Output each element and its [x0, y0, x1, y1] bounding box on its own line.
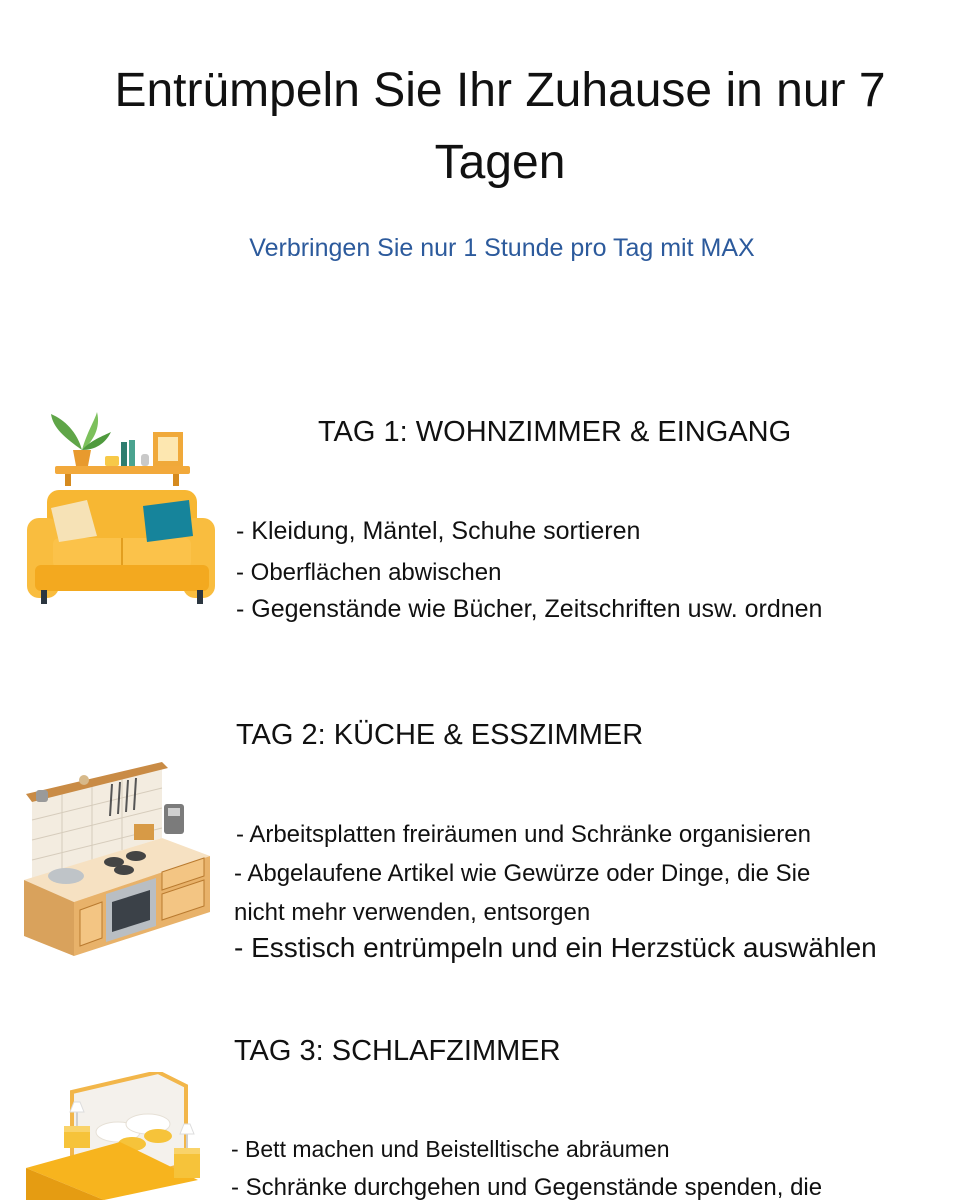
day-2-heading: TAG 2: KÜCHE & ESSZIMMER	[236, 719, 644, 751]
page-title: Entrümpeln Sie Ihr Zuhause in nur 7 Tagen	[114, 64, 886, 189]
day-3-item: - Bett machen und Beistelltische abräumen	[231, 1136, 670, 1162]
day-1-item: - Oberflächen abwischen	[236, 559, 502, 586]
day-2-item: - Abgelaufene Artikel wie Gewürze oder Dinge, die Sie	[234, 860, 811, 887]
bed-icon	[8, 1072, 208, 1200]
day-2-item: nicht mehr verwenden, entsorgen	[234, 899, 591, 926]
day-1-heading: TAG 1: WOHNZIMMER & EINGANG	[318, 416, 792, 448]
day-3-item: - Schränke durchgehen und Gegenstände spenden, die	[231, 1174, 823, 1201]
page-subtitle: Verbringen Sie nur 1 Stunde pro Tag mit MAX	[249, 234, 755, 262]
day-2-item: - Arbeitsplatten freiräumen und Schränke organisieren	[236, 821, 811, 848]
day-3-heading: TAG 3: SCHLAFZIMMER	[234, 1035, 561, 1067]
day-1-item: - Kleidung, Mäntel, Schuhe sortieren	[236, 517, 641, 545]
day-1-item: - Gegenstände wie Bücher, Zeitschriften usw. ordnen	[236, 595, 823, 623]
day-2-item: - Esstisch entrümpeln und ein Herzstück auswählen	[234, 932, 877, 963]
sofa-icon	[25, 410, 220, 610]
kitchen-icon	[22, 760, 217, 960]
